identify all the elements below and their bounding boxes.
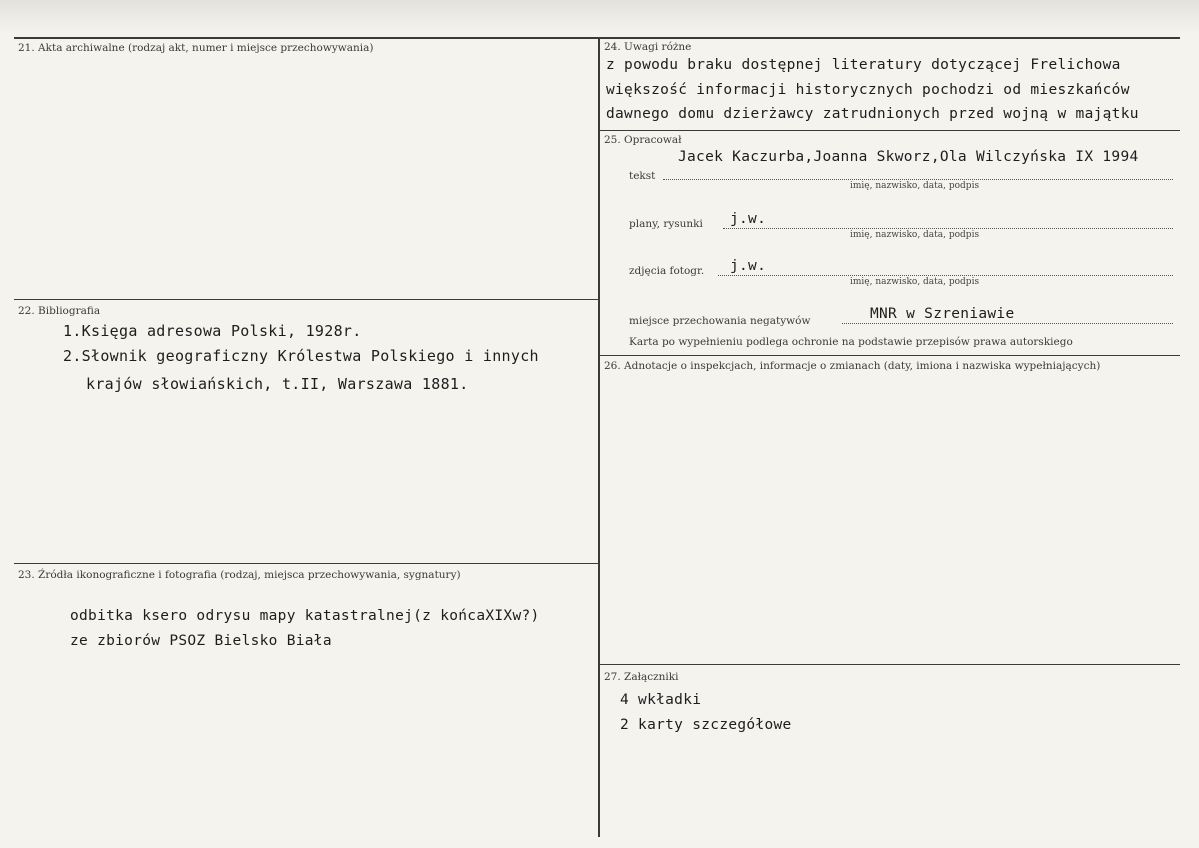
copyright-note: Karta po wypełnieniu podlega ochronie na podstawie przepisów prawa autorskiego [629, 336, 1073, 348]
plany-dotted-line [723, 228, 1173, 229]
top-rule [14, 37, 1180, 39]
section-26-label: 26. Adnotacje o inspekcjach, informacje o zmianach (daty, imiona i nazwiska wypełniających) [604, 360, 1101, 372]
negatywy-dotted-line [842, 323, 1173, 324]
attachment-item-1: 4 wkładki [620, 692, 702, 708]
divider-26-27 [600, 664, 1180, 665]
zdjecia-caption: imię, nazwisko, data, podpis [850, 277, 980, 287]
zdjecia-label: zdjęcia fotogr. [629, 265, 705, 277]
negatywy-value: MNR w Szreniawie [870, 306, 1015, 322]
section-24-label: 24. Uwagi różne [604, 41, 692, 53]
iconographic-source-line-1: odbitka ksero odrysu mapy katastralnej(z końcaXIXw?) [70, 608, 540, 624]
remarks-line-2: większość informacji historycznych pochodzi od mieszkańców [606, 82, 1130, 98]
divider-25-26 [600, 355, 1180, 356]
tekst-value: Jacek Kaczurba,Joanna Skworz,Ola Wilczyńska IX 1994 [678, 149, 1139, 165]
tekst-label: tekst [629, 170, 656, 182]
section-25-label: 25. Opracował [604, 134, 682, 146]
tekst-caption: imię, nazwisko, data, podpis [850, 181, 980, 191]
negatywy-label: miejsce przechowania negatywów [629, 315, 811, 327]
remarks-clip [604, 54, 1180, 128]
section-23-label: 23. Źródła ikonograficzne i fotografia (rodzaj, miejsca przechowywania, sygnatury) [18, 569, 461, 581]
plany-caption: imię, nazwisko, data, podpis [850, 230, 980, 240]
zdjecia-dotted-line [718, 275, 1173, 276]
plany-value: j.w. [730, 211, 767, 227]
iconographic-source-line-2: ze zbiorów PSOZ Bielsko Biała [70, 633, 332, 649]
divider-24-25 [600, 130, 1180, 131]
bibliography-item-1: 1.Księga adresowa Polski, 1928r. [63, 322, 362, 340]
plany-label: plany, rysunki [629, 218, 703, 230]
bibliography-item-2-cont: krajów słowiańskich, t.II, Warszawa 1881. [86, 375, 469, 393]
bibliography-item-2: 2.Słownik geograficzny Królestwa Polskiego i innych [63, 347, 539, 365]
attachment-item-2: 2 karty szczegółowe [620, 717, 792, 733]
remarks-line-3: dawnego domu dzierżawcy zatrudnionych przed wojną w majątku [606, 106, 1139, 122]
scan-edge [0, 0, 1199, 34]
divider-21-22 [14, 299, 598, 300]
section-27-label: 27. Załączniki [604, 671, 679, 683]
section-21-label: 21. Akta archiwalne (rodzaj akt, numer i miejsce przechowywania) [18, 42, 374, 54]
section-22-label: 22. Bibliografia [18, 305, 101, 317]
tekst-value-clip [664, 148, 1180, 170]
remarks-line-1: z powodu braku dostępnej literatury dotyczącej Frelichowa [606, 57, 1121, 73]
divider-22-23 [14, 563, 598, 564]
tekst-dotted-line [663, 179, 1173, 180]
center-divider [598, 37, 600, 837]
zdjecia-value: j.w. [730, 258, 767, 274]
